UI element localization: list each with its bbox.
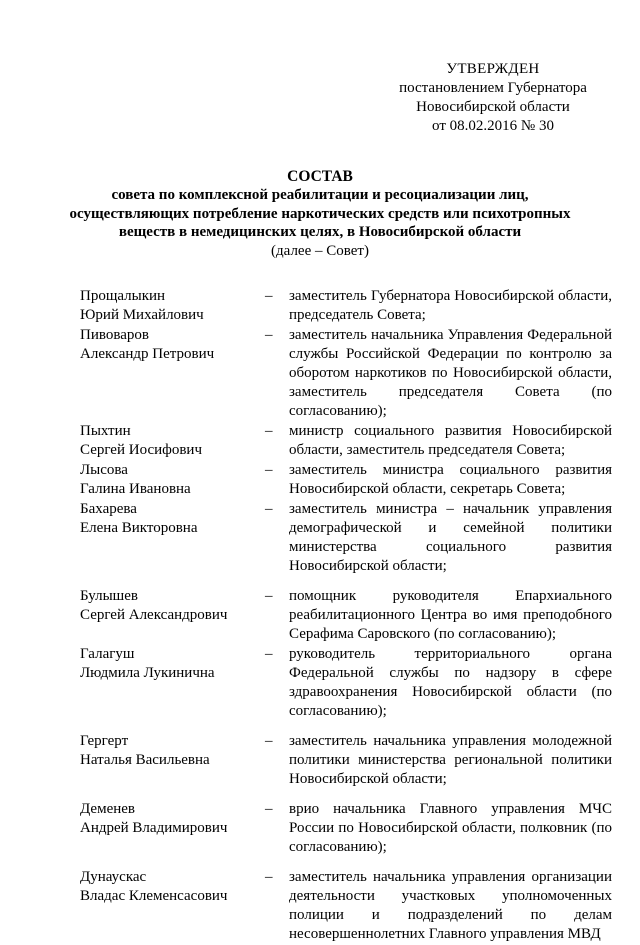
member-description: руководитель территориального органа Федеральной службы по надзору в сфере здравоохранения Новосибирской области (по согласованию); (289, 646, 612, 719)
member-given-name: Людмила Лукинична (80, 665, 215, 681)
member-row (80, 422, 612, 460)
member-row (80, 500, 612, 576)
dash: – (265, 288, 273, 304)
member-given-name: Александр Петрович (80, 346, 215, 362)
member-row (80, 645, 612, 721)
member-surname: Галагуш (80, 646, 135, 662)
spacer (80, 722, 612, 732)
member-row (80, 587, 612, 644)
member-row (80, 461, 612, 499)
member-given-name: Сергей Иосифович (80, 442, 202, 458)
member-description: заместитель министра – начальник управления демографической и семейной политики министерства социального развития Новосибирской области; (289, 501, 612, 574)
dash: – (265, 327, 273, 343)
member-name (80, 732, 265, 789)
spacer (80, 790, 612, 800)
member-row (80, 732, 612, 789)
spacer (80, 577, 612, 587)
approval-line: постановлением Губернатора (399, 80, 587, 96)
member-name (80, 287, 265, 325)
member-row (80, 287, 612, 325)
dash: – (265, 733, 273, 749)
member-surname: Гергерт (80, 733, 129, 749)
member-name (80, 422, 265, 460)
dash: – (265, 801, 273, 817)
member-name (80, 326, 265, 421)
member-description: помощник руководителя Епархиального реабилитационного Центра во имя преподобного Серафима Саровского (по согласованию); (289, 588, 612, 642)
member-name (80, 587, 265, 644)
member-given-name: Сергей Александрович (80, 607, 228, 623)
title-line: совета по комплексной реабилитации и ресоциализации лиц, (111, 187, 529, 203)
member-description: министр социального развития Новосибирской области, заместитель председателя Совета; (289, 423, 612, 458)
member-description: заместитель начальника Управления Федеральной службы Российской Федерации по контролю за оборотом наркотиков по Новосибирской области, заместитель председателя Совета (по согласованию); (289, 327, 612, 419)
member-name (80, 868, 265, 944)
member-row (80, 868, 612, 944)
title-main: СОСТАВ (287, 168, 353, 185)
dash: – (265, 588, 273, 604)
member-row (80, 326, 612, 421)
dash: – (265, 423, 273, 439)
dash: – (265, 869, 273, 885)
member-surname: Бахарева (80, 501, 137, 517)
title-line: осуществляющих потребление наркотических средств или психотропных (69, 205, 571, 222)
member-surname: Пыхтин (80, 423, 131, 439)
member-row (80, 800, 612, 857)
approval-line: Новосибирской области (416, 99, 570, 115)
dash: – (265, 646, 273, 662)
member-description: врио начальника Главного управления МЧС России по Новосибирской области, полковник (по согласованию); (289, 801, 612, 855)
approval-heading: УТВЕРЖДЕН (446, 61, 540, 77)
member-name (80, 500, 265, 576)
dash: – (265, 501, 273, 517)
member-description: заместитель министра социального развития Новосибирской области, секретарь Совета; (289, 462, 612, 497)
member-surname: Прощалыкин (80, 288, 166, 304)
title-note: (далее – Совет) (271, 242, 369, 259)
member-surname: Булышев (80, 588, 138, 604)
spacer (80, 858, 612, 868)
document-title (60, 167, 580, 261)
member-description: заместитель Губернатора Новосибирской области, председатель Совета; (289, 288, 612, 323)
approval-date: от 08.02.2016 № 30 (432, 118, 554, 134)
member-name (80, 645, 265, 721)
member-given-name: Елена Викторовна (80, 520, 198, 536)
member-name (80, 461, 265, 499)
member-given-name: Галина Ивановна (80, 481, 191, 497)
title-line: веществ в немедицинских целях, в Новосибирской области (118, 224, 522, 240)
members-list (80, 287, 612, 945)
member-given-name: Андрей Владимирович (80, 820, 228, 836)
member-given-name: Владас Клеменсасович (80, 888, 228, 904)
member-name (80, 800, 265, 857)
member-given-name: Наталья Васильевна (80, 752, 210, 768)
member-surname: Дунаускас (80, 869, 147, 885)
member-description: заместитель начальника управления организации деятельности участковых уполномоченных полиции и подразделений по делам несовершеннолетних Главного управления МВД (289, 869, 612, 942)
member-surname: Пивоваров (80, 327, 149, 343)
member-description: заместитель начальника управления молодежной политики министерства региональной политики Новосибирской области; (289, 733, 612, 787)
member-surname: Лысова (80, 462, 128, 478)
approval-stamp (393, 60, 593, 136)
dash: – (265, 462, 273, 478)
member-given-name: Юрий Михайлович (80, 307, 204, 323)
member-surname: Деменев (80, 801, 135, 817)
